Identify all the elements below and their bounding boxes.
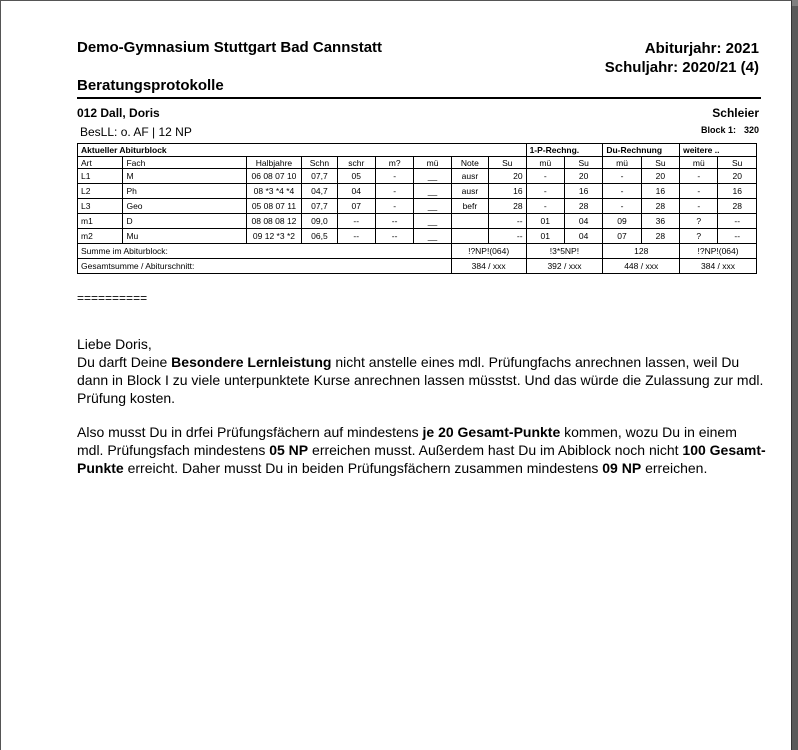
total-value: 448 / xxx	[603, 259, 680, 274]
text: Also musst Du in drfei Prüfungsfächern auf mindestens	[77, 424, 423, 440]
page-shadow	[792, 6, 798, 750]
sum-label: Summe im Abiturblock:	[78, 244, 452, 259]
group-header-du: Du-Rechnung	[603, 144, 680, 157]
col-header: Su	[564, 157, 602, 169]
sum-value: !?NP!(064)	[451, 244, 526, 259]
table-cell: -	[603, 169, 641, 184]
table-cell: L3	[78, 199, 123, 214]
table-cell: __	[414, 184, 451, 199]
table-cell: 09,0	[302, 214, 337, 229]
table-cell: m1	[78, 214, 123, 229]
year-info	[605, 39, 759, 77]
table-cell: Ph	[123, 184, 246, 199]
table-cell: -	[526, 169, 564, 184]
table-cell: -	[603, 184, 641, 199]
table-cell: 09 12 *3 *2	[246, 229, 302, 244]
table-cell: 16	[718, 184, 757, 199]
col-header: Note	[451, 157, 488, 169]
table-cell: 01	[526, 214, 564, 229]
col-header: Fach	[123, 157, 246, 169]
table-row	[78, 214, 757, 229]
col-header: Su	[489, 157, 527, 169]
block-label: Block 1:	[700, 125, 736, 135]
table-cell: befr	[451, 199, 488, 214]
table-cell: 16	[641, 184, 679, 199]
table-cell: ?	[680, 214, 718, 229]
greeting: Liebe Doris,	[77, 336, 152, 352]
col-header: Halbjahre	[246, 157, 302, 169]
group-header-weitere: weitere ..	[680, 144, 757, 157]
table-cell: ausr	[451, 169, 488, 184]
table-cell: D	[123, 214, 246, 229]
block-value: 320	[743, 125, 759, 135]
table-cell: 20	[564, 169, 602, 184]
table-body	[78, 169, 757, 244]
student-name: 012 Dall, Doris	[77, 106, 160, 120]
sum-row	[78, 244, 757, 259]
table-cell: 28	[564, 199, 602, 214]
table-cell: -	[603, 199, 641, 214]
section-title: Aktueller Abiturblock	[78, 144, 527, 157]
table-cell: 08 08 08 12	[246, 214, 302, 229]
table-cell: 01	[526, 229, 564, 244]
teacher-name: Schleier	[712, 106, 759, 120]
table-cell	[451, 214, 488, 229]
table-cell: 05	[337, 169, 375, 184]
letter-paragraph-1	[77, 335, 767, 407]
table-cell: 05 08 07 11	[246, 199, 302, 214]
table-cell: 16	[489, 184, 527, 199]
table-cell: 28	[641, 229, 679, 244]
total-value: 384 / xxx	[680, 259, 757, 274]
letter-paragraph-2	[77, 423, 767, 477]
school-name: Demo-Gymnasium Stuttgart Bad Cannstatt	[77, 39, 383, 56]
table-cell: 28	[489, 199, 527, 214]
letter-body	[77, 335, 767, 493]
table-cell: L1	[78, 169, 123, 184]
block-info	[701, 125, 759, 135]
emphasis: 100 Gesamt-Punkte	[77, 442, 766, 476]
separator: ==========	[77, 291, 148, 305]
sum-value: !3*5NP!	[526, 244, 603, 259]
table-cell: 06 08 07 10	[246, 169, 302, 184]
table-cell: 20	[489, 169, 527, 184]
page-title: Beratungsprotokolle	[77, 77, 224, 94]
table-cell: 08 *3 *4 *4	[246, 184, 302, 199]
table-cell	[451, 229, 488, 244]
table-cell: 04	[337, 184, 375, 199]
table-cell: m2	[78, 229, 123, 244]
table-cell: --	[489, 214, 527, 229]
table-cell: 06,5	[302, 229, 337, 244]
table-row	[78, 169, 757, 184]
table-row	[78, 184, 757, 199]
table-cell: 04,7	[302, 184, 337, 199]
table-cell: -	[680, 184, 718, 199]
table-cell: --	[375, 214, 413, 229]
sum-value: !?NP!(064)	[680, 244, 757, 259]
table-cell: 20	[718, 169, 757, 184]
col-header: schr	[337, 157, 375, 169]
abiturblock-table	[77, 143, 757, 274]
table-group-header-row	[78, 144, 757, 157]
table-cell: --	[718, 229, 757, 244]
table-cell: 07	[603, 229, 641, 244]
text: Du darft Deine	[77, 354, 172, 370]
table-cell: -	[375, 184, 413, 199]
text: nicht anstelle eines mdl. Prüfungfachs anrechnen lassen, weil Du dann in Block I zu viele unterpunktete Kurse anrechnen lassen müsstst. Und das würde die Zulassung zur mdl. Prüfung kosten.	[77, 354, 764, 406]
table-cell: 28	[641, 199, 679, 214]
table-cell: -	[526, 184, 564, 199]
table-cell: --	[375, 229, 413, 244]
table-cell: -	[680, 169, 718, 184]
text: kommen, wozu Du in einem mdl. Prüfungsfach mindestens	[77, 424, 737, 458]
text: erreichen musst. Außerdem hast Du im Abiblock noch nicht	[308, 442, 683, 458]
table-cell: --	[337, 214, 375, 229]
total-label: Gesamtsumme / Abiturschnitt:	[78, 259, 452, 274]
table-cell: 07,7	[302, 199, 337, 214]
table-cell: 09	[603, 214, 641, 229]
table-cell: --	[718, 214, 757, 229]
table-cell: ausr	[451, 184, 488, 199]
col-header: Su	[718, 157, 757, 169]
table-cell: M	[123, 169, 246, 184]
col-header: mü	[603, 157, 641, 169]
table-row	[78, 229, 757, 244]
table-cell: 07	[337, 199, 375, 214]
emphasis: je 20 Gesamt-Punkte	[422, 424, 561, 440]
total-value: 392 / xxx	[526, 259, 603, 274]
table-cell: 04	[564, 229, 602, 244]
table-cell: 07,7	[302, 169, 337, 184]
table-cell: 36	[641, 214, 679, 229]
table-cell: Mu	[123, 229, 246, 244]
table-cell: __	[414, 169, 451, 184]
group-header-1p: 1-P-Rechng.	[526, 144, 603, 157]
col-header: m?	[375, 157, 413, 169]
total-row	[78, 259, 757, 274]
besll-info: BesLL: o. AF | 12 NP	[80, 125, 192, 139]
col-header: Art	[78, 157, 123, 169]
table-cell: --	[337, 229, 375, 244]
table-cell: 16	[564, 184, 602, 199]
abiturjahr: Abiturjahr: 2021	[644, 40, 759, 57]
col-header: mü	[414, 157, 451, 169]
text: erreichen.	[641, 460, 708, 476]
table-cell: ?	[680, 229, 718, 244]
col-header: Schn	[302, 157, 337, 169]
table-cell: -	[375, 169, 413, 184]
schuljahr: Schuljahr: 2020/21 (4)	[604, 59, 759, 76]
table-cell: 28	[718, 199, 757, 214]
sum-value: 128	[603, 244, 680, 259]
table-cell: Geo	[123, 199, 246, 214]
total-value: 384 / xxx	[451, 259, 526, 274]
table-cell: -	[375, 199, 413, 214]
table-cell: __	[414, 229, 451, 244]
table-row	[78, 199, 757, 214]
table-cell: 20	[641, 169, 679, 184]
emphasis: 05 NP	[269, 442, 309, 458]
emphasis: Besondere Lernleistung	[171, 354, 332, 370]
table-cell: -	[526, 199, 564, 214]
table-cell: -	[680, 199, 718, 214]
col-header: Su	[641, 157, 679, 169]
table-cell: __	[414, 199, 451, 214]
table-cell: L2	[78, 184, 123, 199]
header-rule	[77, 97, 761, 99]
table-cell: --	[489, 229, 527, 244]
col-header: mü	[526, 157, 564, 169]
table-cell: 04	[564, 214, 602, 229]
emphasis: 09 NP	[602, 460, 642, 476]
table-column-header-row	[78, 157, 757, 169]
col-header: mü	[680, 157, 718, 169]
text: erreicht. Daher musst Du in beiden Prüfungsfächern zusammen mindestens	[123, 460, 603, 476]
table-cell: __	[414, 214, 451, 229]
